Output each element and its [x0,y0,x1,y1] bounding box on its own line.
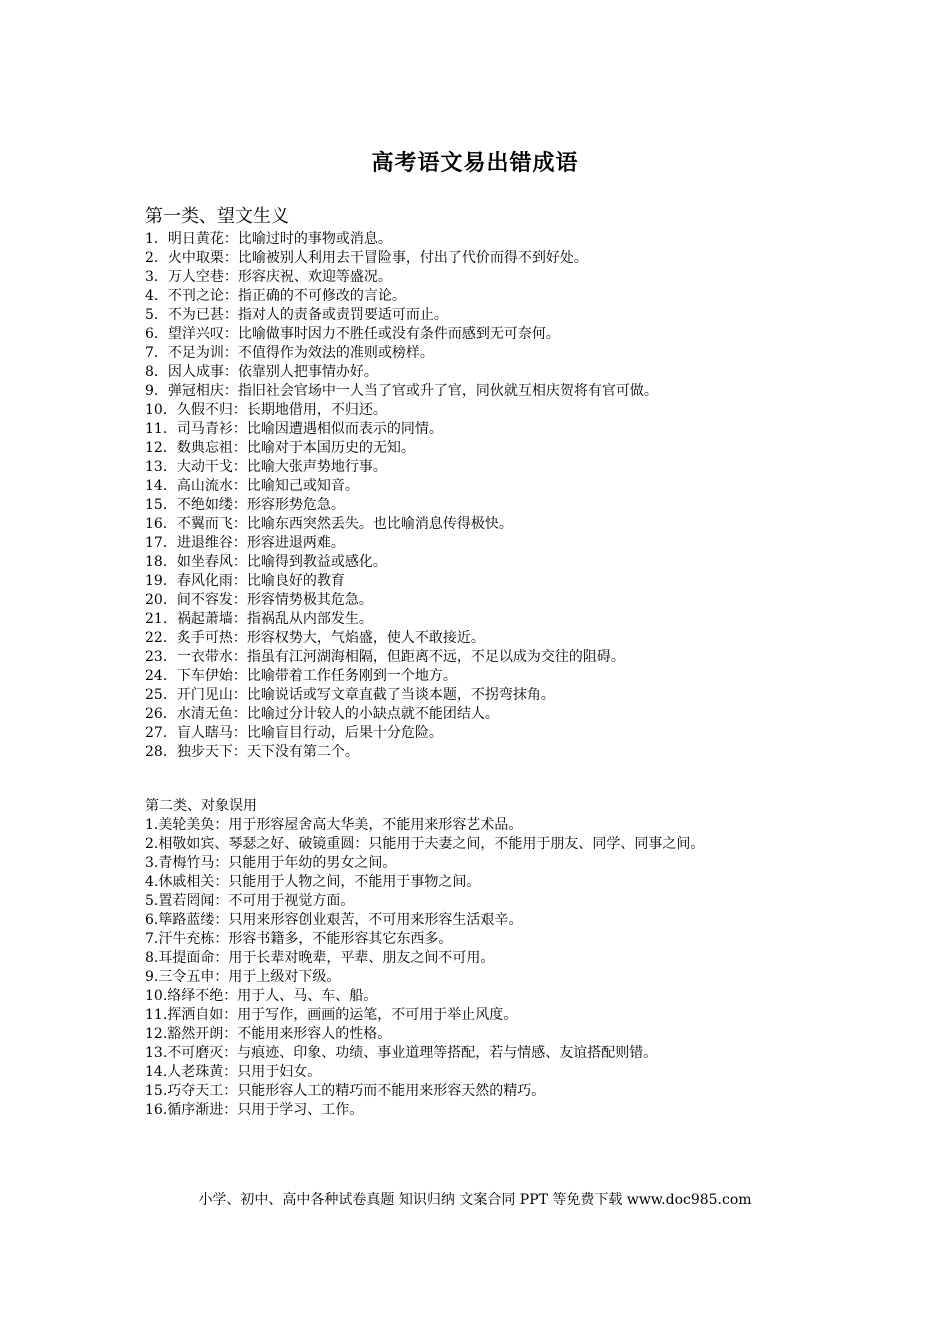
list-item: 8.耳提面命：用于长辈对晚辈，平辈、朋友之间不可用。 [145,950,495,966]
list-item: 11.挥洒自如：用于写作，画画的运笔，不可用于举止风度。 [145,1007,518,1023]
list-item: 28．独步天下：天下没有第二个。 [145,744,359,760]
list-item: 4.休戚相关：只能用于人物之间，不能用于事物之间。 [145,874,481,890]
section-misinterpretation [145,204,805,762]
list-item: 2．火中取栗：比喻被别人利用去干冒险事，付出了代价而得不到好处。 [145,250,588,266]
list-item: 6.筚路蓝缕：只用来形容创业艰苦，不可用来形容生活艰辛。 [145,912,523,928]
list-item: 26．水清无鱼：比喻过分计较人的小缺点就不能团结人。 [145,706,499,722]
list-item: 16.循序渐进：只用于学习、工作。 [145,1102,364,1118]
list-item: 4．不刊之论：指正确的不可修改的言论。 [145,288,406,304]
list-item: 10．久假不归：长期地借用，不归还。 [145,402,387,418]
list-item: 15．不绝如缕：形容形势危急。 [145,497,345,513]
list-item: 17．进退维谷：形容进退两难。 [145,535,345,551]
list-item: 8．因人成事：依靠别人把事情办好。 [145,364,378,380]
list-item: 9．弹冠相庆：指旧社会官场中一人当了官或升了官，同伙就互相庆贺将有官可做。 [145,383,658,399]
list-item: 9.三令五申：用于上级对下级。 [145,969,341,985]
section-heading: 第一类、望文生义 [145,206,289,227]
list-item: 7.汗牛充栋：形容书籍多，不能形容其它东西多。 [145,931,453,947]
list-item: 20．间不容发：形容情势极其危急。 [145,592,373,608]
list-item: 1.美轮美奂：用于形容屋舍高大华美，不能用来形容艺术品。 [145,817,523,833]
list-item: 23．一衣带水：指虽有江河湖海相隔，但距离不远，不足以成为交往的阻碍。 [145,649,625,665]
list-item: 24．下车伊始：比喻带着工作任务刚到一个地方。 [145,668,457,684]
list-item: 25．开门见山：比喻说话或写文章直截了当谈本题，不拐弯抹角。 [145,687,555,703]
list-item: 3.青梅竹马：只能用于年幼的男女之间。 [145,855,397,871]
list-item: 27．盲人瞎马：比喻盲目行动，后果十分危险。 [145,725,443,741]
idiom-list [145,230,805,762]
list-item: 12.豁然开朗：不能用来形容人的性格。 [145,1026,392,1042]
list-item: 21．祸起萧墙：指祸乱从内部发生。 [145,611,373,627]
list-item: 6．望洋兴叹：比喻做事时因力不胜任或没有条件而感到无可奈何。 [145,326,560,342]
list-item: 15.巧夺天工：只能形容人工的精巧而不能用来形容天然的精巧。 [145,1083,546,1099]
list-item: 12．数典忘祖：比喻对于本国历史的无知。 [145,440,415,456]
list-item: 1．明日黄花：比喻过时的事物或消息。 [145,231,392,247]
section-heading: 第二类、对象误用 [145,798,257,814]
list-item: 3．万人空巷：形容庆祝、欢迎等盛况。 [145,269,392,285]
list-item: 11．司马青衫：比喻因遭遇相似而表示的同情。 [145,421,443,437]
list-item: 5．不为已甚：指对人的责备或责罚要适可而止。 [145,307,448,323]
list-item: 14．高山流水：比喻知己或知音。 [145,478,359,494]
idiom-list [145,816,795,1120]
list-item: 14.人老珠黄：只用于妇女。 [145,1064,322,1080]
list-item: 13．大动干戈：比喻大张声势地行事。 [145,459,387,475]
list-item: 19．春风化雨：比喻良好的教育 [145,573,345,589]
list-item: 5.置若罔闻：不可用于视觉方面。 [145,893,355,909]
list-item: 18．如坐春风：比喻得到教益或感化。 [145,554,387,570]
list-item: 22．炙手可热：形容权势大，气焰盛，使人不敢接近。 [145,630,485,646]
list-item: 2.相敬如宾、琴瑟之好、破镜重圆：只能用于夫妻之间，不能用于朋友、同学、同事之间。 [145,836,705,852]
section-object-misuse [145,797,795,1120]
list-item: 16．不翼而飞：比喻东西突然丢失。也比喻消息传得极快。 [145,516,513,532]
list-item: 13.不可磨灭：与痕迹、印象、功绩、事业道理等搭配，若与情感、友谊搭配则错。 [145,1045,658,1061]
footer-text: 小学、初中、高中各种试卷真题 知识归纳 文案合同 PPT 等免费下载 www.doc985.com [198,1192,752,1208]
list-item: 10.络绎不绝：用于人、马、车、船。 [145,988,378,1004]
list-item: 7．不足为训：不值得作为效法的准则或榜样。 [145,345,434,361]
page-title: 高考语文易出错成语 [371,150,579,176]
